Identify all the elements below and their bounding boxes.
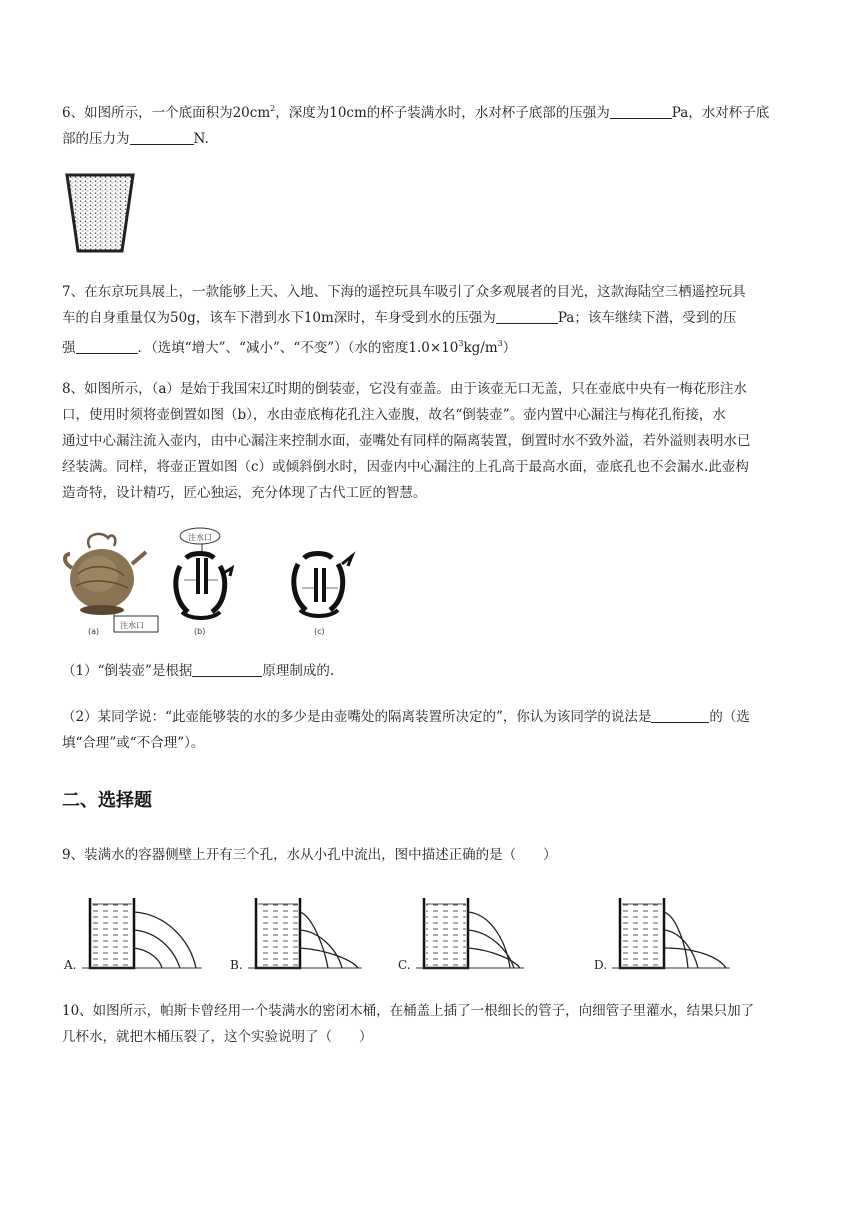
teapot-diagram-c — [294, 554, 352, 617]
answer-blank-pressure[interactable] — [610, 102, 672, 119]
question-7-line-3: 强 ．（选填“增大”、“减小”、“不变”）（水的密度$1.0\times 10^3kg/m^3$） — [62, 339, 517, 356]
option-c-label[interactable]: C. — [398, 958, 411, 972]
answer-blank-reasonable[interactable] — [651, 706, 709, 723]
figure-c-label: (c) — [314, 627, 325, 636]
question-10: 10、如图所示，帕斯卡曾经用一个装满水的密闭木桶，在桶盖上插了一根细长的管子，向细管子里灌水，结果只加了 几杯水，就把木桶压裂了，这个实验说明了（ ） — [62, 1003, 755, 1045]
inlet-label-b: 注水口 — [188, 533, 212, 542]
question-8-sub-2: （2）某同学说：“此壶能够装的水的多少是由壶嘴处的隔离装置所决定的”，你认为该同学的说法是 的（选 填“合理”或“不合理”）。 — [62, 704, 800, 756]
section-title: 二、选择题 — [62, 790, 152, 811]
answer-blank-pressure-change[interactable] — [76, 337, 138, 354]
figure-a-label: (a) — [88, 627, 100, 636]
question-9: 9、装满水的容器侧壁上开有三个孔，水从小孔中流出，图中描述正确的是（ ） — [62, 847, 557, 863]
option-d-diagram[interactable] — [612, 898, 730, 968]
question-8: 8、如图所示，（a）是始于我国宋辽时期的倒装壶，它没有壶盖。由于该壶无口无盖，只在壶底中央有一梅花形注水 口，使用时须将壶倒置如图（b），水由壶底梅花孔注入壶腹，故名“倒装壶”。壶内置中心漏注与梅花孔衔接，水 通过中心漏注流入壶内，由中心漏注来控制水面，壶嘴处有同样的隔离装置，倒置时水不致外溢，若外溢则表明水已 经装满。同样，将壶正置如图（c）或倾斜倒水时，因壶内中心漏注的上孔高于最高水面，壶底孔也不会漏水.此壶构 造奇特，设计精巧，匠心独运，充分体现了古代工匠的智慧。 — [62, 381, 751, 501]
question-6-line-2: 部的压力为 N. — [62, 126, 800, 152]
question-6 — [62, 96, 800, 152]
figure-b-label: (b) — [194, 627, 206, 636]
question-8-sub-1: （1）“倒装壶”是根据 原理制成的. — [62, 658, 800, 684]
question-7: 7、在东京玩具展上，一款能够上天、入地、下海的遥控玩具车吸引了众多观展者的目光，这款海陆空三栖遥控玩具 车的自身重量仅为50g，该车下潜到水下10m深时，车身受到水的压强为 Pa；该车继续下潜，受到的压 强 ．（选填“增大”、“减小”、“不变”）（水的密度$1.0\times 10^3kg/m^3$） — [62, 279, 800, 361]
teapot-figures — [62, 524, 362, 640]
answer-blank-force[interactable] — [130, 128, 194, 145]
option-d-label[interactable]: D. — [594, 958, 608, 972]
answer-blank-principle[interactable] — [192, 660, 262, 677]
teapot-photo-a — [65, 534, 146, 615]
option-c-diagram[interactable] — [416, 898, 524, 968]
question-6-line-1: 6、如图所示，一个底面积为$20cm^2$，深度为10cm的杯子装满水时，水对杯子底部的压强为 Pa，水对杯子底 — [62, 104, 770, 121]
option-a-diagram[interactable] — [82, 898, 202, 968]
option-b-diagram[interactable] — [248, 898, 362, 968]
question-7-line-2: 车的自身重量仅为50g，该车下潜到水下10m深时，车身受到水的压强为 Pa；该车继续下潜，受到的压 — [62, 305, 800, 331]
cup-figure — [64, 172, 136, 254]
inlet-label-a: 注水口 — [120, 621, 144, 630]
answer-blank-car-pressure[interactable] — [496, 307, 558, 324]
option-a-label[interactable]: A. — [64, 958, 77, 972]
option-b-label[interactable]: B. — [230, 958, 243, 972]
